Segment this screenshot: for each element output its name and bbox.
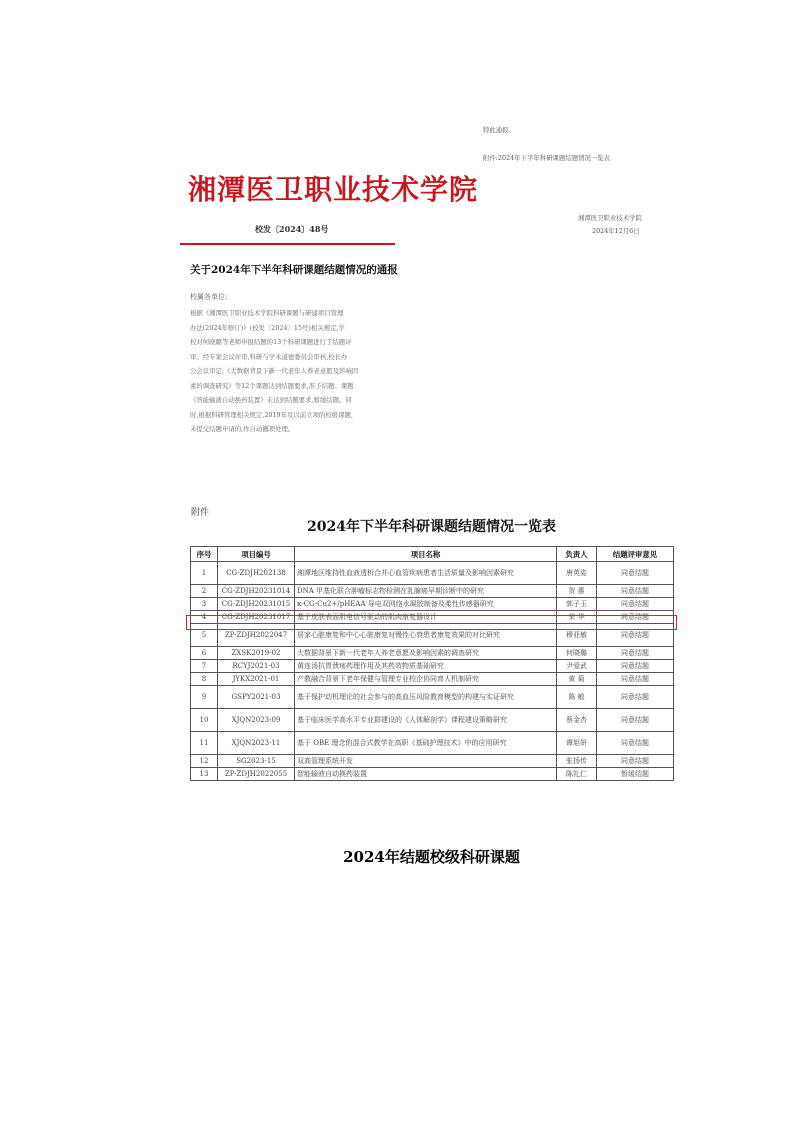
- cell-no: 8: [191, 673, 218, 686]
- cell-opinion: 同意结题: [597, 598, 674, 611]
- table-row: [191, 598, 674, 611]
- attachment-label: 附件: [191, 508, 210, 518]
- cell-code: CG-ZDJH20231017: [218, 611, 295, 624]
- letterhead-red-rule: [180, 243, 395, 245]
- cell-no: 10: [191, 709, 218, 732]
- cell-name: 基于 OBE 理念的混合式教学在高职《基础护理技术》中的应用研究: [295, 732, 557, 755]
- header-lead: 负责人: [557, 547, 597, 562]
- cell-lead: 尹爱武: [557, 660, 597, 673]
- cell-no: 1: [191, 562, 218, 585]
- cell-lead: 陈 敏: [557, 686, 597, 709]
- header-name: 项目名称: [295, 547, 557, 562]
- cell-opinion: 同意结题: [597, 611, 674, 624]
- cell-code: ZP-ZDJH2022055: [218, 768, 295, 781]
- header-opinion: 结题评审意见: [597, 547, 674, 562]
- cell-code: XJQN2023-11: [218, 732, 295, 755]
- cell-lead: 贺 惠: [557, 585, 597, 598]
- table-title: 2024年下半年科研课题结题情况一览表: [307, 519, 556, 535]
- cell-name: 黄连汤抗胃溃疡药理作用及其药效物质基础研究: [295, 660, 557, 673]
- cell-name: κ-CG-Cu2+/pHEAA 导电双网络水凝胶制备及柔性传感器研究: [295, 598, 557, 611]
- table-row: [191, 755, 674, 768]
- table-row: [191, 660, 674, 673]
- notice-body: [190, 306, 400, 437]
- cell-code: JYKX2021-01: [218, 673, 295, 686]
- cell-opinion: 同意结题: [597, 585, 674, 598]
- cell-code: CG-ZDJH202138: [218, 562, 295, 585]
- cell-name: DNA 甲基化联合肿瘤标志物检测在乳腺癌早期诊断中的研究: [295, 585, 557, 598]
- cell-code: RCYJ2021-03: [218, 660, 295, 673]
- signature-org: 湘潭医卫职业技术学院: [578, 214, 642, 222]
- notice-body-line: 时,根据科研管理相关规定,2019年及以前立项的校级课题,: [190, 410, 353, 419]
- cell-code: GSPY2021-03: [218, 686, 295, 709]
- cell-code: ZP-ZDJH2022047: [218, 624, 295, 647]
- table-header-row: [191, 547, 674, 562]
- document-number: 校发〔2024〕48号: [255, 224, 329, 234]
- cell-opinion: 同意结题: [597, 709, 674, 732]
- cell-name: 基于临床医学高水平专业群建设的《人体解剖学》课程建设策略研究: [295, 709, 557, 732]
- cell-name: 双高管理系统开发: [295, 755, 557, 768]
- cell-no: 13: [191, 768, 218, 781]
- figure-caption: 2024年结题校级科研课题: [343, 848, 520, 866]
- cell-lead: 荣 华: [557, 611, 597, 624]
- cell-opinion: 同意结题: [597, 647, 674, 660]
- cell-code: ZXSK2019-02: [218, 647, 295, 660]
- cell-opinion: 同意结题: [597, 624, 674, 647]
- cell-name: 湘潭地区维持性血液透析合并心血管疾病患者生活质量及影响因素研究: [295, 562, 557, 585]
- cell-lead: 何晓璐: [557, 647, 597, 660]
- cell-lead: 唐英姿: [557, 562, 597, 585]
- cell-opinion: 同意结题: [597, 732, 674, 755]
- cell-opinion: 暂缓结题: [597, 768, 674, 781]
- table-row: [191, 709, 674, 732]
- cell-lead: 谭旭妍: [557, 732, 597, 755]
- cell-no: 9: [191, 686, 218, 709]
- notice-body-line: 校对何晓璐等老师申报结题的13个科研课题进行了结题评: [190, 338, 352, 346]
- signature-date: 2024年12月6日: [592, 227, 640, 235]
- notice-title: 关于2024年下半年科研课题结题情况的通报: [190, 264, 398, 276]
- cell-lead: 黄 菊: [557, 673, 597, 686]
- cell-name: 基于皮肤表面肌电信号驱动的肌肉康复器设计: [295, 611, 557, 624]
- org-letterhead-title: 湘潭医卫职业技术学院: [188, 173, 479, 206]
- table-row: [191, 732, 674, 755]
- table-row: [191, 647, 674, 660]
- cell-lead: 郭子玉: [557, 598, 597, 611]
- cell-no: 6: [191, 647, 218, 660]
- notice-body-line: 审。经专家会议评审,科研与学术道德委员会审核,校长办: [190, 352, 348, 361]
- cell-opinion: 同意结题: [597, 562, 674, 585]
- cell-name: 产教融合背景下老年保健与管理专业校企协同育人机制研究: [295, 673, 557, 686]
- notice-body-line: 《智能输液自动换药装置》未达到结题要求,暂缓结题。同: [190, 396, 352, 404]
- cell-code: SG2023-15: [218, 755, 295, 768]
- cell-no: 12: [191, 755, 218, 768]
- notice-body-line: 公会议审定,《大数据背景下新一代老年人养老意愿及影响因: [190, 367, 359, 375]
- notice-body-line: 办法(2024年修订)》(校发〔2024〕15号)相关规定,学: [190, 323, 345, 332]
- cell-no: 3: [191, 598, 218, 611]
- cell-lead: 张扬传: [557, 755, 597, 768]
- notice-body-line: 未提交结题申请的,作自动撤项处理。: [190, 425, 295, 433]
- cell-opinion: 同意结题: [597, 660, 674, 673]
- attachment-note: 附件:2024年下半年科研课题结题情况一览表: [483, 154, 611, 162]
- cell-no: 11: [191, 732, 218, 755]
- cell-no: 2: [191, 585, 218, 598]
- cell-opinion: 同意结题: [597, 755, 674, 768]
- cell-code: CG-ZDJH20231015: [218, 598, 295, 611]
- cell-opinion: 同意结题: [597, 686, 674, 709]
- table-row: [191, 673, 674, 686]
- notice-salutation: 校属各单位:: [190, 293, 228, 301]
- cell-name: 居家心脏康复和中心心脏康复对慢性心衰患者康复效果的对比研究: [295, 624, 557, 647]
- header-no: 序号: [191, 547, 218, 562]
- cell-no: 5: [191, 624, 218, 647]
- cell-lead: 穆亚敏: [557, 624, 597, 647]
- table-row: [191, 686, 674, 709]
- cell-code: XJQN2023-09: [218, 709, 295, 732]
- cell-lead: 陈礼仁: [557, 768, 597, 781]
- cell-no: 4: [191, 611, 218, 624]
- cell-code: CG-ZDJH20231014: [218, 585, 295, 598]
- header-code: 项目编号: [218, 547, 295, 562]
- cell-no: 7: [191, 660, 218, 673]
- table-row: [191, 768, 674, 781]
- cell-name: 智能输液自动换药装置: [295, 768, 557, 781]
- project-table: [190, 546, 674, 781]
- cell-opinion: 同意结题: [597, 673, 674, 686]
- table-row: [191, 585, 674, 598]
- cell-name: 大数据背景下新一代老年人养老意愿及影响因素的调查研究: [295, 647, 557, 660]
- cell-lead: 蔡金杏: [557, 709, 597, 732]
- notice-body-line: 素的调查研究》等12个课题达到结题要求,准予结题。课题: [190, 381, 354, 390]
- cell-name: 基于保护动机理论的社会参与的高血压风险教育模型的构建与实证研究: [295, 686, 557, 709]
- notice-closing: 特此通报。: [483, 126, 515, 134]
- highlighted-row-box: [186, 615, 677, 630]
- table-row: [191, 562, 674, 585]
- notice-body-line: 根据《湘潭医卫职业技术学院科研课题与研建项目管理: [190, 309, 344, 317]
